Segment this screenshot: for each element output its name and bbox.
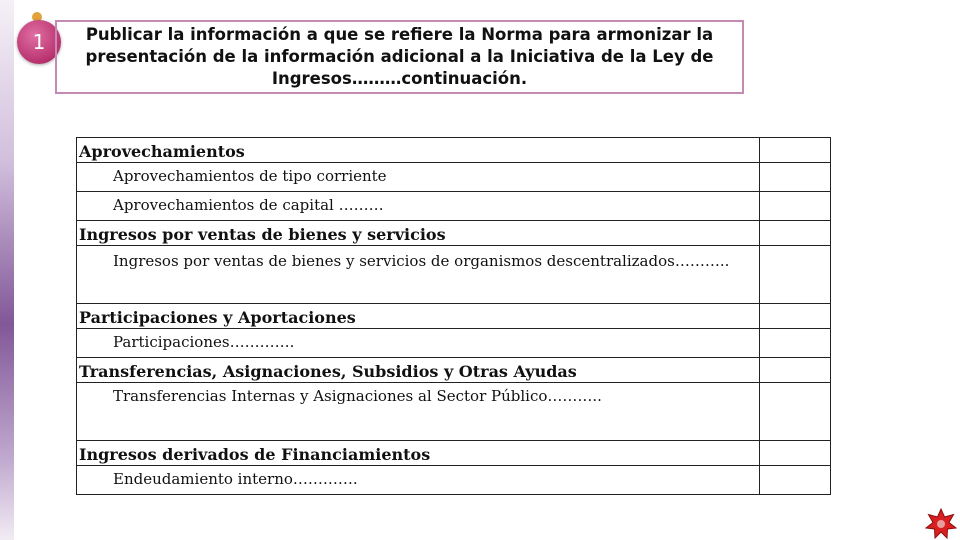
table-cell-label xyxy=(77,329,760,358)
star-icon[interactable] xyxy=(925,508,957,540)
table-cell-label xyxy=(77,246,760,304)
table-cell-value xyxy=(760,138,831,163)
table-row xyxy=(77,441,831,466)
table-cell-label xyxy=(77,163,760,192)
sub-item: Aprovechamientos de capital ……… xyxy=(113,196,384,214)
sub-item: Participaciones…………. xyxy=(113,333,295,351)
sub-item: Aprovechamientos de tipo corriente xyxy=(113,167,387,185)
step-number: 1 xyxy=(32,30,46,54)
table-cell-value xyxy=(760,329,831,358)
table-cell-value xyxy=(760,163,831,192)
table-row xyxy=(77,383,831,441)
section-header: Ingresos por ventas de bienes y servicios xyxy=(79,225,446,244)
section-header: Aprovechamientos xyxy=(79,142,245,161)
table-cell-value xyxy=(760,221,831,246)
table-cell-label xyxy=(77,358,760,383)
table-row xyxy=(77,246,831,304)
table-cell-label xyxy=(77,383,760,441)
table-cell-label xyxy=(77,138,760,163)
section-header: Participaciones y Aportaciones xyxy=(79,308,356,327)
table-row xyxy=(77,466,831,495)
left-decorative-band xyxy=(0,0,14,540)
income-table xyxy=(76,137,831,495)
table-cell-value xyxy=(760,192,831,221)
table-cell-value xyxy=(760,246,831,304)
table-row xyxy=(77,358,831,383)
table-row xyxy=(77,304,831,329)
table-row xyxy=(77,163,831,192)
table-cell-label xyxy=(77,304,760,329)
table-cell-value xyxy=(760,383,831,441)
table-cell-value xyxy=(760,466,831,495)
table-cell-value xyxy=(760,358,831,383)
table-cell-label xyxy=(77,441,760,466)
sub-item: Ingresos por ventas de bienes y servicios de organismos descentralizados……….. xyxy=(113,252,730,270)
table-cell-value xyxy=(760,304,831,329)
section-header: Ingresos derivados de Financiamientos xyxy=(79,445,431,464)
table-row xyxy=(77,329,831,358)
sub-item: Endeudamiento interno…………. xyxy=(113,470,358,488)
slide-title: Publicar la información a que se refiere la Norma para armonizar la presentación de la información adicional a la Iniciativa de la Ley de Ingresos………continuación. xyxy=(85,25,714,88)
title-box xyxy=(55,20,744,94)
table-cell-label xyxy=(77,221,760,246)
table-cell-label xyxy=(77,466,760,495)
table-cell-label xyxy=(77,192,760,221)
table-row xyxy=(77,221,831,246)
section-header: Transferencias, Asignaciones, Subsidios y Otras Ayudas xyxy=(79,362,577,381)
table-row xyxy=(77,138,831,163)
sub-item: Transferencias Internas y Asignaciones al Sector Público……….. xyxy=(113,387,602,405)
table-row xyxy=(77,192,831,221)
table-cell-value xyxy=(760,441,831,466)
